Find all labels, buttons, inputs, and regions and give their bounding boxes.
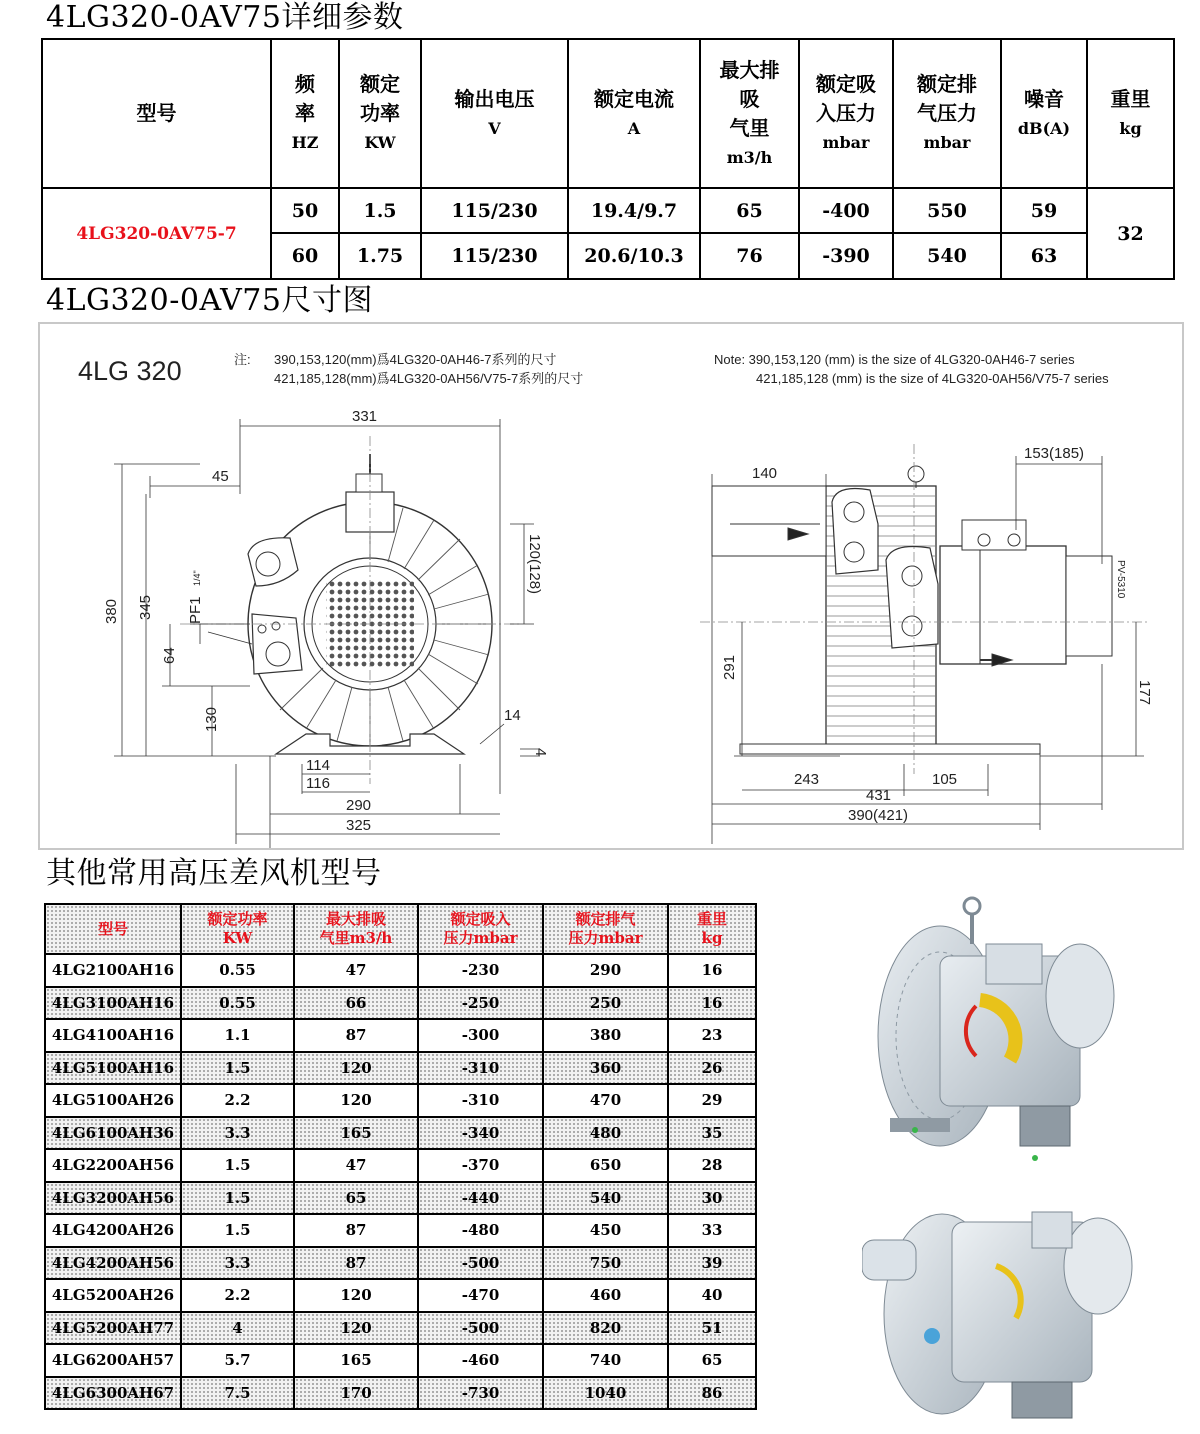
drawing-note-cn-1: 390,153,120(mm)爲4LG320-0AH46-7系列的尺寸 — [274, 352, 557, 367]
cell: 63 — [1001, 233, 1087, 279]
models-header-suction: 额定吸入 压力mbar — [418, 904, 543, 954]
models-row — [45, 987, 756, 1020]
models-cell: 650 — [543, 1149, 668, 1182]
models-row — [45, 1214, 756, 1247]
dim-pf-frac: 1/4" — [192, 570, 202, 586]
dimension-drawing-svg — [40, 324, 1182, 848]
models-cell: 1.5 — [181, 1149, 294, 1182]
models-row — [45, 1084, 756, 1117]
spec-table — [41, 38, 1175, 280]
models-cell: 4LG6100AH36 — [45, 1117, 181, 1150]
models-cell: -310 — [418, 1084, 543, 1117]
models-cell: -300 — [418, 1019, 543, 1052]
models-cell: -500 — [418, 1247, 543, 1280]
cell: 59 — [1001, 188, 1087, 233]
models-row — [45, 1149, 756, 1182]
models-cell: 2.2 — [181, 1279, 294, 1312]
cell: 550 — [893, 188, 1001, 233]
spec-model-cell: 4LG320-0AV75-7 — [42, 188, 271, 279]
side-motor-label: PV-5310 — [1115, 560, 1126, 599]
models-row — [45, 1182, 756, 1215]
models-cell: 820 — [543, 1312, 668, 1345]
dim-331: 331 — [352, 408, 378, 425]
cell: 60 — [271, 233, 339, 279]
dim-120: 120(128) — [526, 534, 543, 595]
models-cell: -730 — [418, 1377, 543, 1410]
blower-illustration-top — [870, 896, 1130, 1176]
cell: 19.4/9.7 — [568, 188, 700, 233]
models-cell: 380 — [543, 1019, 668, 1052]
header-model: 型号 — [42, 39, 271, 188]
drawing-note-cn-2: 421,185,128(mm)爲4LG320-0AH56/V75-7系列的尺寸 — [274, 371, 584, 386]
dim-116: 116 — [306, 775, 330, 792]
cell: -400 — [799, 188, 893, 233]
side-view — [700, 444, 1150, 844]
models-cell: 16 — [668, 954, 756, 987]
models-row — [45, 954, 756, 987]
models-header-row — [45, 904, 756, 954]
models-cell: 4LG6300AH67 — [45, 1377, 181, 1410]
models-row — [45, 1312, 756, 1345]
models-cell: 5.7 — [181, 1344, 294, 1377]
dim-114: 114 — [306, 757, 330, 774]
models-cell: 4LG6200AH57 — [45, 1344, 181, 1377]
models-cell: 29 — [668, 1084, 756, 1117]
models-cell: 87 — [294, 1214, 418, 1247]
models-cell: 65 — [668, 1344, 756, 1377]
cell: 50 — [271, 188, 339, 233]
models-cell: 740 — [543, 1344, 668, 1377]
dim-290: 290 — [346, 797, 372, 814]
models-cell: 450 — [543, 1214, 668, 1247]
models-cell: -310 — [418, 1052, 543, 1085]
models-header-flow: 最大排吸 气里m3/h — [294, 904, 418, 954]
models-cell: 35 — [668, 1117, 756, 1150]
spec-section-title: 4LG320-0AV75详细参数 — [46, 0, 404, 35]
models-cell: -250 — [418, 987, 543, 1020]
models-cell: 165 — [294, 1344, 418, 1377]
models-cell: 170 — [294, 1377, 418, 1410]
header-weight: 重里 kg — [1087, 39, 1174, 188]
models-cell: 51 — [668, 1312, 756, 1345]
models-cell: 1.1 — [181, 1019, 294, 1052]
models-cell: 4 — [181, 1312, 294, 1345]
models-cell: 66 — [294, 987, 418, 1020]
models-cell: 4LG4200AH26 — [45, 1214, 181, 1247]
models-cell: 47 — [294, 954, 418, 987]
models-cell: -480 — [418, 1214, 543, 1247]
models-cell: -340 — [418, 1117, 543, 1150]
models-cell: 540 — [543, 1182, 668, 1215]
cell: 1.5 — [339, 188, 421, 233]
models-cell: 4LG2200AH56 — [45, 1149, 181, 1182]
header-suction: 额定吸 入压力 mbar — [799, 39, 893, 188]
dim-325: 325 — [346, 817, 372, 834]
dim-105: 105 — [932, 771, 958, 788]
models-section-title: 其他常用高压差风机型号 — [46, 856, 382, 891]
dim-431: 431 — [866, 787, 892, 804]
models-cell: 250 — [543, 987, 668, 1020]
dim-380: 380 — [103, 598, 120, 624]
models-cell: 0.55 — [181, 987, 294, 1020]
models-cell: -230 — [418, 954, 543, 987]
models-cell: 4LG5100AH26 — [45, 1084, 181, 1117]
dim-390: 390(421) — [848, 807, 909, 824]
dim-pf: PF1 — [187, 596, 204, 624]
models-cell: 23 — [668, 1019, 756, 1052]
models-cell: 3.3 — [181, 1117, 294, 1150]
spec-weight-cell: 32 — [1087, 188, 1174, 279]
dim-153: 153(185) — [1024, 445, 1085, 462]
drawing-note-en-2: 421,185,128 (mm) is the size of 4LG320-0AH56/V75-7 series — [756, 371, 1109, 386]
models-header-discharge: 额定排气 压力mbar — [543, 904, 668, 954]
dim-177: 177 — [1136, 680, 1153, 706]
models-cell: 33 — [668, 1214, 756, 1247]
models-cell: 1.5 — [181, 1214, 294, 1247]
models-cell: 120 — [294, 1279, 418, 1312]
models-row — [45, 1377, 756, 1410]
models-cell: 0.55 — [181, 954, 294, 987]
drawing-note-cn-label: 注: — [234, 352, 251, 367]
header-voltage: 输出电压 V — [421, 39, 568, 188]
models-cell: 4LG4100AH16 — [45, 1019, 181, 1052]
cell: 76 — [700, 233, 799, 279]
dim-243: 243 — [794, 771, 820, 788]
models-cell: 16 — [668, 987, 756, 1020]
models-header-model: 型号 — [45, 904, 181, 954]
models-cell: 28 — [668, 1149, 756, 1182]
dim-64: 64 — [161, 647, 178, 664]
models-cell: 26 — [668, 1052, 756, 1085]
models-row — [45, 1052, 756, 1085]
blower-illustration-bottom — [862, 1186, 1140, 1426]
models-cell: 87 — [294, 1247, 418, 1280]
dim-345: 345 — [137, 594, 154, 620]
models-cell: 47 — [294, 1149, 418, 1182]
models-table — [44, 903, 757, 1410]
models-cell: 30 — [668, 1182, 756, 1215]
cell: 20.6/10.3 — [568, 233, 700, 279]
models-cell: -440 — [418, 1182, 543, 1215]
header-noise: 噪音 dB(A) — [1001, 39, 1087, 188]
spec-row-50hz — [42, 188, 1174, 233]
dim-14: 14 — [504, 707, 521, 724]
cell: 115/230 — [421, 233, 568, 279]
models-cell: 460 — [543, 1279, 668, 1312]
header-current: 额定电流 A — [568, 39, 700, 188]
models-cell: 1040 — [543, 1377, 668, 1410]
models-header-power: 额定功率 KW — [181, 904, 294, 954]
models-row — [45, 1344, 756, 1377]
models-cell: 4LG4200AH56 — [45, 1247, 181, 1280]
models-cell: -460 — [418, 1344, 543, 1377]
models-row — [45, 1117, 756, 1150]
drawing-note-en-1: Note: 390,153,120 (mm) is the size of 4LG320-0AH46-7 series — [714, 352, 1075, 367]
models-cell: 3.3 — [181, 1247, 294, 1280]
dim-130: 130 — [203, 706, 220, 732]
models-cell: 40 — [668, 1279, 756, 1312]
models-cell: 120 — [294, 1084, 418, 1117]
models-cell: 87 — [294, 1019, 418, 1052]
models-row — [45, 1279, 756, 1312]
models-cell: 480 — [543, 1117, 668, 1150]
models-header-weight: 重里 kg — [668, 904, 756, 954]
models-cell: 4LG3100AH16 — [45, 987, 181, 1020]
models-cell: 4LG2100AH16 — [45, 954, 181, 987]
dim-140: 140 — [752, 465, 778, 482]
models-cell: 2.2 — [181, 1084, 294, 1117]
dim-4: 4 — [532, 748, 549, 757]
models-cell: -370 — [418, 1149, 543, 1182]
models-cell: -500 — [418, 1312, 543, 1345]
models-cell: 65 — [294, 1182, 418, 1215]
models-cell: -470 — [418, 1279, 543, 1312]
cell: 540 — [893, 233, 1001, 279]
drawing-product-label: 4LG 320 — [78, 356, 182, 386]
models-cell: 4LG5200AH77 — [45, 1312, 181, 1345]
dim-291: 291 — [721, 654, 738, 680]
dimension-drawing — [38, 322, 1184, 850]
models-cell: 4LG5200AH26 — [45, 1279, 181, 1312]
models-cell: 39 — [668, 1247, 756, 1280]
models-cell: 120 — [294, 1312, 418, 1345]
models-cell: 4LG5100AH16 — [45, 1052, 181, 1085]
models-cell: 1.5 — [181, 1182, 294, 1215]
dim-45: 45 — [212, 468, 229, 485]
cell: 115/230 — [421, 188, 568, 233]
models-cell: 360 — [543, 1052, 668, 1085]
cell: 65 — [700, 188, 799, 233]
header-power: 额定 功率 KW — [339, 39, 421, 188]
header-discharge: 额定排 气压力 mbar — [893, 39, 1001, 188]
header-freq: 频 率 HZ — [271, 39, 339, 188]
cell: -390 — [799, 233, 893, 279]
models-row — [45, 1247, 756, 1280]
models-cell: 86 — [668, 1377, 756, 1410]
models-cell: 1.5 — [181, 1052, 294, 1085]
models-cell: 750 — [543, 1247, 668, 1280]
models-row — [45, 1019, 756, 1052]
models-cell: 470 — [543, 1084, 668, 1117]
cell: 1.75 — [339, 233, 421, 279]
header-flow: 最大排 吸 气里 m3/h — [700, 39, 799, 188]
models-cell: 7.5 — [181, 1377, 294, 1410]
spec-header-row — [42, 39, 1174, 188]
models-cell: 120 — [294, 1052, 418, 1085]
models-cell: 165 — [294, 1117, 418, 1150]
models-cell: 4LG3200AH56 — [45, 1182, 181, 1215]
drawing-section-title: 4LG320-0AV75尺寸图 — [46, 283, 373, 318]
models-cell: 290 — [543, 954, 668, 987]
